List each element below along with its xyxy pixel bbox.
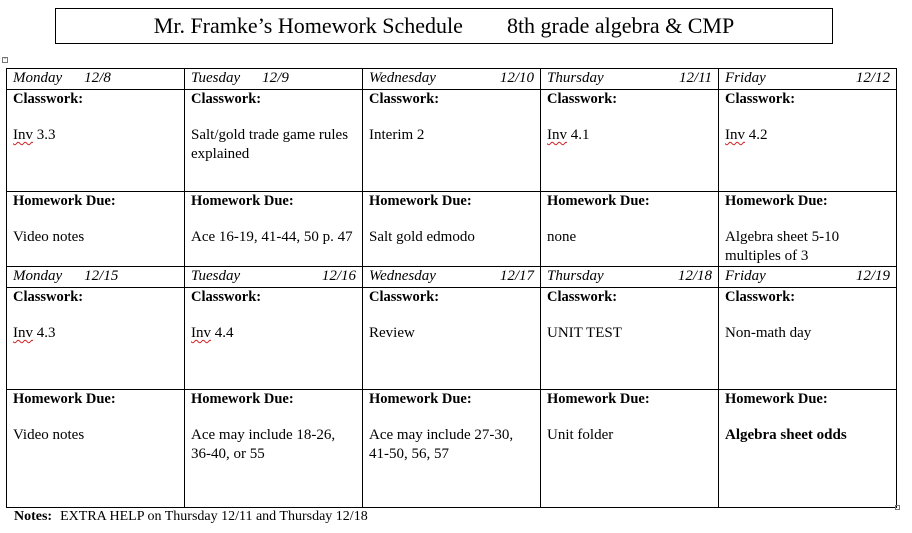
classwork-label: Classwork: <box>369 289 440 305</box>
classwork-value: Inv 3.3 <box>13 127 56 143</box>
classwork-cell <box>363 288 541 390</box>
day-name: Tuesday <box>191 70 241 86</box>
notes-line <box>14 509 368 525</box>
day-date: 12/16 <box>321 268 356 284</box>
week1-day-row <box>7 69 897 90</box>
day-name: Friday <box>725 70 766 86</box>
classwork-cell <box>185 90 363 192</box>
teacher-title: Mr. Framke’s Homework Schedule <box>153 13 463 38</box>
classwork-label: Classwork: <box>191 91 262 107</box>
homework-cell <box>185 390 363 508</box>
homework-label: Homework Due: <box>547 193 650 209</box>
day-header <box>7 267 185 288</box>
page-title <box>55 8 833 44</box>
homework-label: Homework Due: <box>13 193 116 209</box>
homework-cell <box>363 192 541 267</box>
day-header <box>541 69 719 90</box>
day-date: 12/9 <box>262 70 289 86</box>
day-header <box>363 267 541 288</box>
classwork-label: Classwork: <box>547 289 618 305</box>
classwork-value: UNIT TEST <box>547 325 622 341</box>
day-date: 12/19 <box>855 268 890 284</box>
week2-homework-row <box>7 390 897 508</box>
table-move-handle[interactable]: + <box>3 57 7 62</box>
classwork-cell <box>541 288 719 390</box>
classwork-value: Inv 4.2 <box>725 127 768 143</box>
classwork-label: Classwork: <box>725 91 796 107</box>
day-name: Wednesday <box>369 268 436 284</box>
notes-label: Notes: <box>14 509 53 524</box>
classwork-cell <box>363 90 541 192</box>
classwork-cell <box>719 90 897 192</box>
day-header <box>7 69 185 90</box>
classwork-label: Classwork: <box>13 289 84 305</box>
classwork-label: Classwork: <box>191 289 262 305</box>
homework-cell <box>541 390 719 508</box>
day-date: 12/11 <box>678 70 712 86</box>
day-header <box>185 267 363 288</box>
classwork-label: Classwork: <box>547 91 618 107</box>
homework-value: Ace 16-19, 41-44, 50 p. 47 <box>191 229 353 245</box>
homework-label: Homework Due: <box>13 391 116 407</box>
homework-cell <box>185 192 363 267</box>
homework-cell <box>719 390 897 508</box>
day-header <box>541 267 719 288</box>
day-date: 12/17 <box>499 268 534 284</box>
classwork-value: Non-math day <box>725 325 812 341</box>
homework-label: Homework Due: <box>191 193 294 209</box>
day-name: Monday <box>13 268 63 284</box>
homework-cell <box>719 192 897 267</box>
homework-label: Homework Due: <box>725 391 828 407</box>
day-name: Monday <box>13 70 63 86</box>
homework-value: none <box>547 229 577 245</box>
day-name: Thursday <box>547 268 604 284</box>
classwork-value: Inv 4.4 <box>191 325 234 341</box>
day-date: 12/12 <box>855 70 890 86</box>
classwork-value: Inv 4.1 <box>547 127 590 143</box>
homework-value: Unit folder <box>547 427 614 443</box>
week1-classwork-row <box>7 90 897 192</box>
day-header <box>363 69 541 90</box>
week1-homework-row <box>7 192 897 267</box>
classwork-cell <box>719 288 897 390</box>
homework-value: Algebra sheet odds <box>725 427 847 443</box>
homework-cell <box>363 390 541 508</box>
homework-value: Salt gold edmodo <box>369 229 475 245</box>
homework-label: Homework Due: <box>369 193 472 209</box>
week2-day-row <box>7 267 897 288</box>
classwork-value: Salt/gold trade game rules explained <box>191 127 349 162</box>
day-date: 12/18 <box>677 268 712 284</box>
schedule-table <box>6 68 897 508</box>
day-name: Friday <box>725 268 766 284</box>
homework-value: Video notes <box>13 427 85 443</box>
day-name: Tuesday <box>191 268 241 284</box>
classwork-value: Review <box>369 325 415 341</box>
week2-classwork-row <box>7 288 897 390</box>
classwork-label: Classwork: <box>13 91 84 107</box>
homework-label: Homework Due: <box>547 391 650 407</box>
homework-label: Homework Due: <box>725 193 828 209</box>
classwork-value: Interim 2 <box>369 127 425 143</box>
homework-cell <box>7 192 185 267</box>
homework-value: Video notes <box>13 229 85 245</box>
classwork-cell <box>185 288 363 390</box>
homework-cell <box>7 390 185 508</box>
homework-label: Homework Due: <box>369 391 472 407</box>
classwork-value: Inv 4.3 <box>13 325 56 341</box>
classwork-cell <box>7 288 185 390</box>
classwork-cell <box>7 90 185 192</box>
classwork-cell <box>541 90 719 192</box>
homework-value: Ace may include 18-26, 36-40, or 55 <box>191 427 336 462</box>
day-date: 12/8 <box>84 70 111 86</box>
classwork-label: Classwork: <box>725 289 796 305</box>
class-title: 8th grade algebra & CMP <box>506 13 735 38</box>
day-name: Wednesday <box>369 70 436 86</box>
homework-value: Ace may include 27-30, 41-50, 56, 57 <box>369 427 514 462</box>
day-header <box>719 69 897 90</box>
day-header <box>185 69 363 90</box>
homework-value: Algebra sheet 5-10 multiples of 3 <box>725 229 840 264</box>
homework-label: Homework Due: <box>191 391 294 407</box>
notes-text: EXTRA HELP on Thursday 12/11 and Thursday 12/18 <box>60 509 368 524</box>
classwork-label: Classwork: <box>369 91 440 107</box>
day-name: Thursday <box>547 70 604 86</box>
day-date: 12/15 <box>84 268 119 284</box>
day-date: 12/10 <box>499 70 534 86</box>
table-resize-handle[interactable] <box>895 505 900 510</box>
day-header <box>719 267 897 288</box>
homework-cell <box>541 192 719 267</box>
